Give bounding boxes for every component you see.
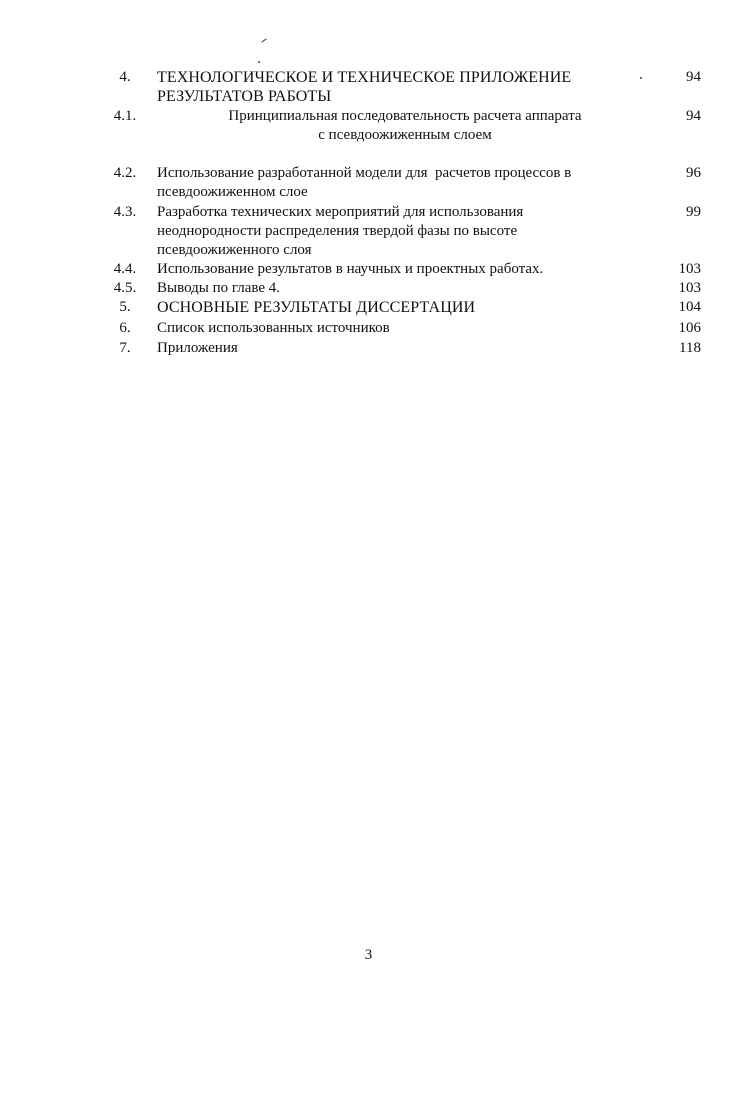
toc-entry-title-line: псевдоожиженного слоя [157, 242, 312, 258]
toc-entry-title: Список использованных источников [157, 320, 390, 336]
toc-entry-page: 106 [678, 320, 701, 336]
scan-speck [258, 61, 260, 63]
toc-entry-page: 103 [678, 280, 701, 296]
toc-entry-title-line: псевдоожиженном слое [157, 184, 308, 200]
scan-speck [261, 38, 266, 42]
toc-entry-number: 4. [119, 69, 131, 85]
toc-entry-number: 6. [119, 320, 131, 336]
toc-entry-title-line: Разработка технических мероприятий для использования [157, 204, 524, 220]
toc-entry-title: Использование результатов в научных и проектных работах. [157, 261, 544, 277]
toc-entry-number: 4.4. [113, 261, 137, 277]
page-number: 3 [364, 947, 373, 963]
toc-entry-number: 4.3. [113, 204, 137, 220]
toc-entry-title: Приложения [157, 340, 238, 356]
toc-entry-title [200, 107, 610, 145]
toc-entry-page: 94 [686, 108, 701, 124]
toc-entry-page: 103 [678, 261, 701, 277]
toc-entry-page: 96 [686, 165, 701, 181]
toc-entry-title-line: с псевдоожиженным слоем [318, 127, 492, 143]
toc-entry-title-line: РЕЗУЛЬТАТОВ РАБОТЫ [157, 88, 332, 105]
toc-entry-title: ОСНОВНЫЕ РЕЗУЛЬТАТЫ ДИССЕРТАЦИИ [157, 299, 476, 316]
toc-entry-title-line: Использование разработанной модели для расчетов процессов в [157, 165, 572, 181]
toc-entry-title [157, 164, 657, 202]
toc-entry-title: Выводы по главе 4. [157, 280, 281, 296]
toc-entry-page: 118 [679, 340, 701, 356]
toc-entry-title-line: ТЕХНОЛОГИЧЕСКОЕ И ТЕХНИЧЕСКОЕ ПРИЛОЖЕНИЕ [157, 69, 572, 86]
toc-entry-number: 7. [119, 340, 131, 356]
toc-entry-title [157, 203, 657, 260]
toc-entry-number: 5. [119, 299, 131, 315]
toc-entry-title-line: Принципиальная последовательность расчета аппарата [228, 108, 582, 124]
toc-entry-number: 4.5. [113, 280, 137, 296]
toc-entry-page: 104 [678, 299, 701, 315]
toc-entry-page: 99 [686, 204, 701, 220]
toc-entry-title [157, 68, 657, 106]
toc-entry-number: 4.1. [113, 108, 137, 124]
toc-entry-page: 94 [686, 69, 701, 85]
toc-entry-title-line: неоднородности распределения твердой фазы по высоте [157, 223, 518, 239]
toc-entry-number: 4.2. [113, 165, 137, 181]
